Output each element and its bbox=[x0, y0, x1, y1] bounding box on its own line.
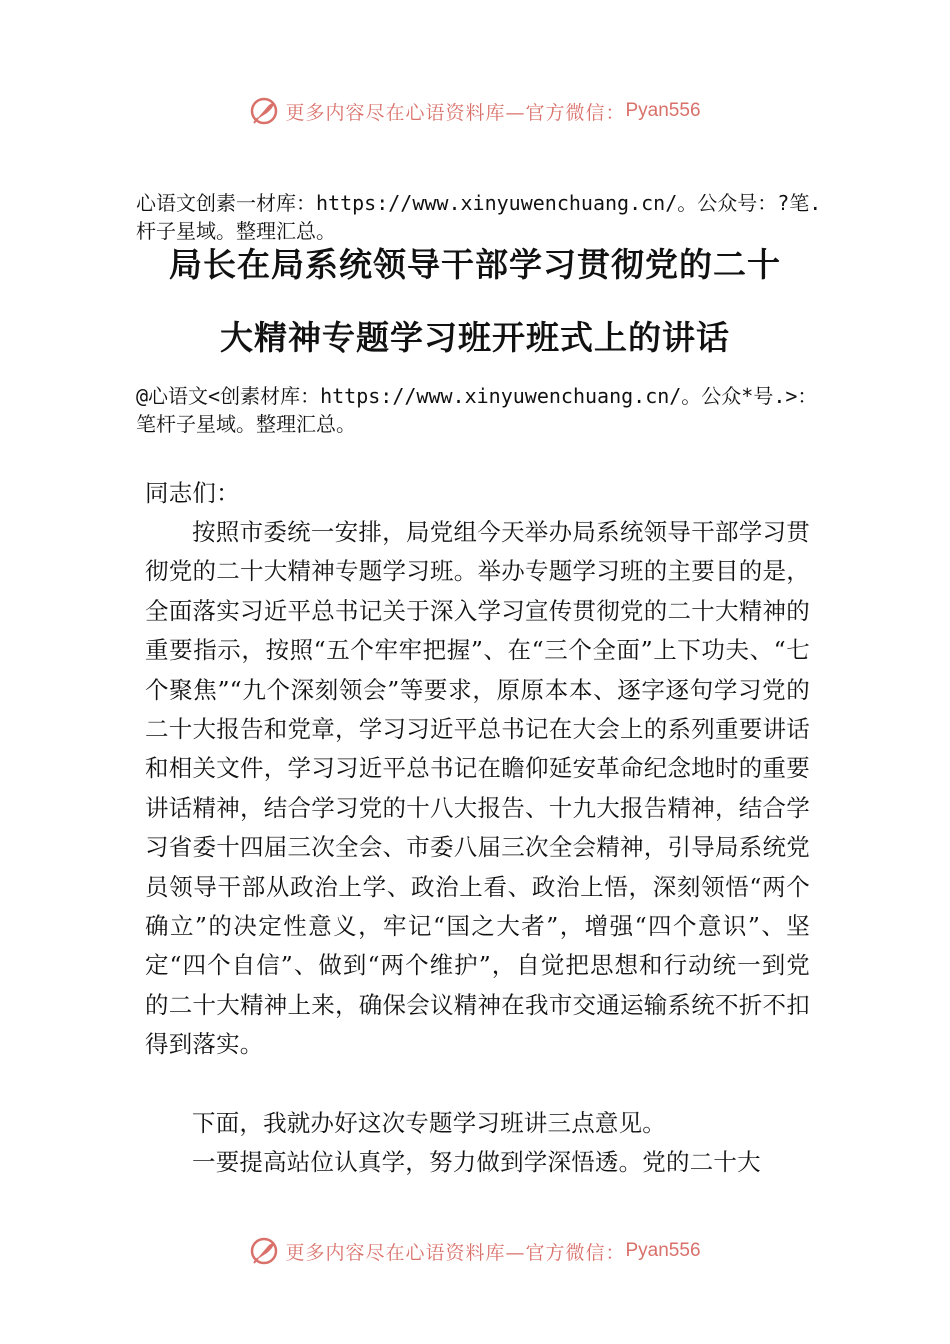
quill-logo-icon bbox=[249, 1236, 279, 1266]
watermark-wechat-id: Pyan556 bbox=[625, 1240, 701, 1261]
greeting: 同志们： bbox=[145, 479, 240, 507]
document-title-line1: 局长在局系统领导干部学习贯彻党的二十 bbox=[169, 245, 781, 284]
source-note-bottom: @心语文<创素材库：https://www.xinyuwenchuang.cn/。公众*号.>：笔杆子星域。整理汇总。 bbox=[136, 384, 818, 436]
header-watermark bbox=[0, 96, 950, 126]
paragraph-intro: 按照市委统一安排，局党组今天举办局系统领导干部学习贯彻党的二十大精神专题学习班。举办专题学习班的主要目的是，全面落实习近平总书记关于深入学习宣传贯彻党的二十大精神的重要指示，按照“五个牢牢把握”、在“三个全面”上下功夫、“七个聚焦”“九个深刻领会”等要求，原原本本、逐字逐句学习党的二十大报告和党章，学习习近平总书记在大会上的系列重要讲话和相关文件，学习习近平总书记在瞻仰延安革命纪念地时的重要讲话精神，结合学习党的十八大报告、十九大报告精神，结合学习省委十四届三次全会、市委八届三次全会精神，引导局系统党员领导干部从政治上学、政治上看、政治上悟，深刻领悟“两个确立”的决定性意义，牢记“国之大者”，增强“四个意识”、坚定“四个自信”、做到“两个维护”，自觉把思想和行动统一到党的二十大精神上来，确保会议精神在我市交通运输系统不折不扣得到落实。 bbox=[145, 518, 810, 1059]
watermark-text: 更多内容尽在心语资料库—官方微信： bbox=[285, 1241, 626, 1264]
paragraph-transition: 下面，我就办好这次专题学习班讲三点意见。 bbox=[192, 1109, 666, 1137]
quill-logo-icon bbox=[249, 96, 279, 126]
footer-watermark bbox=[0, 1236, 950, 1266]
watermark-wechat-id: Pyan556 bbox=[625, 100, 701, 121]
paragraph-first-point: 一要提高站位认真学，努力做到学深悟透。党的二十大 bbox=[192, 1148, 761, 1176]
source-note-top: 心语文创素一材库：https://www.xinyuwenchuang.cn/。公众号：?笔.杆子星域。整理汇总。 bbox=[136, 191, 822, 243]
document-title-line2: 大精神专题学习班开班式上的讲话 bbox=[220, 318, 730, 357]
watermark-text: 更多内容尽在心语资料库—官方微信： bbox=[285, 101, 626, 124]
